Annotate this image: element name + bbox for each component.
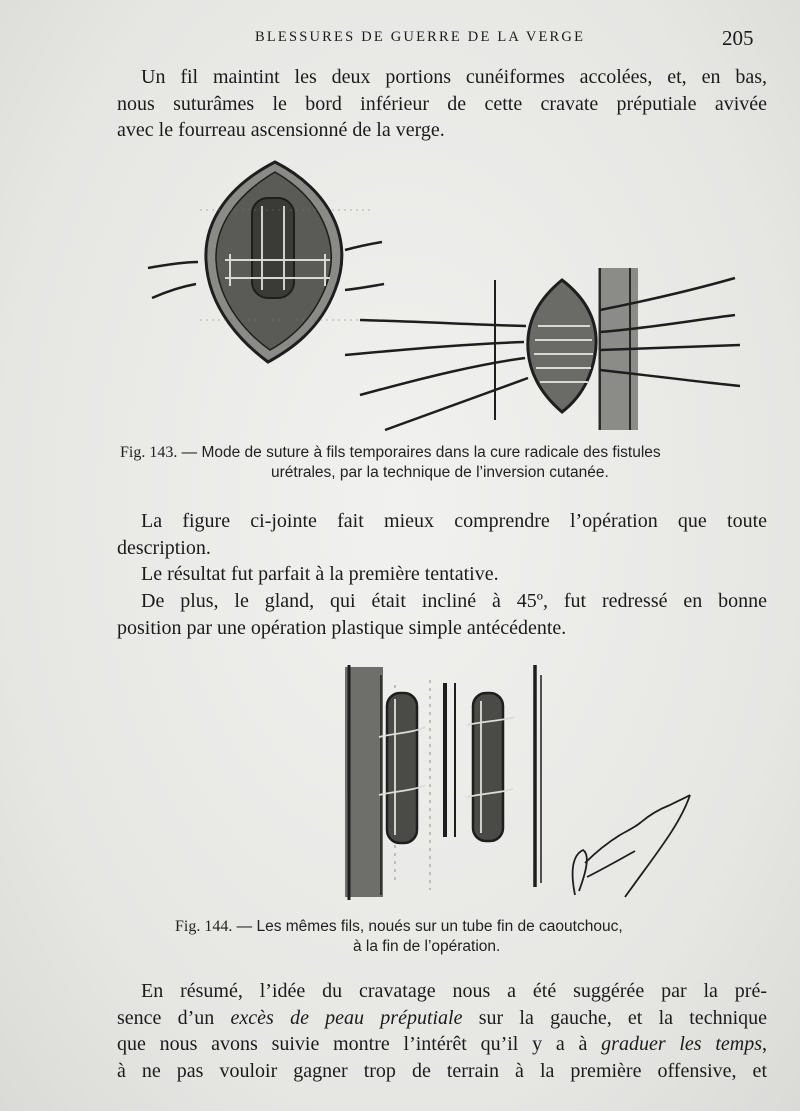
figure-143-caption-line2: urétrales, par la technique de l’inversion cutanée.	[271, 464, 609, 481]
text-fragment: sur la gauche, et la technique	[462, 1006, 767, 1029]
rubber-tube-right	[467, 693, 515, 841]
text-line: nous suturâmes le bord inférieur de cette cravate préputiale avivée	[117, 92, 767, 115]
text-fragment: que nous avons suivie montre l’intérêt qu’il y a à	[117, 1033, 602, 1055]
figure-143-label: Fig. 143.	[120, 444, 178, 461]
figure-144-caption-text: — Les mêmes fils, noués sur un tube fin de caoutchouc,	[232, 918, 623, 935]
text-line: description.	[117, 536, 211, 559]
text-line	[117, 1031, 767, 1058]
paragraph-1	[117, 64, 767, 144]
figure-143-drawing	[130, 150, 770, 440]
emphasis-text: graduer les temps	[601, 1033, 762, 1055]
text-line: En résumé, l’idée du cravatage nous a été suggérée par la pré-	[141, 980, 767, 1002]
page-number: 205	[722, 26, 754, 50]
figure-144-drawing	[335, 655, 715, 905]
paragraph-5	[117, 978, 767, 1084]
page-header	[0, 26, 800, 52]
text-line: De plus, le gland, qui était incliné à 45º, fut redressé en bonne	[141, 590, 767, 612]
text-line	[117, 1005, 767, 1032]
paragraph-4	[117, 588, 767, 641]
text-fragment: sence d’un	[117, 1006, 231, 1029]
text-line: position par une opération plastique simple antécédente.	[117, 616, 567, 639]
text-line: avec le fourreau ascensionné de la verge.	[117, 119, 445, 141]
text-line: Le résultat fut parfait à la première tentative.	[141, 563, 499, 585]
left-wound-illustration	[148, 162, 384, 362]
emphasis-text: excès de peau préputiale	[230, 1006, 463, 1029]
figure-143-caption	[120, 443, 780, 483]
figure-143-caption-text: — Mode de suture à fils temporaires dans la cure radicale des fistules	[177, 444, 661, 461]
text-line: à ne pas vouloir gagner trop de terrain à la première offensive, et	[117, 1059, 767, 1082]
rubber-tube-left	[379, 693, 425, 843]
figure-144-caption-line2: à la fin de l’opération.	[353, 938, 501, 955]
figure-144-caption	[175, 917, 735, 957]
right-wound-illustration	[345, 268, 740, 430]
text-line: La figure ci-jointe fait mieux comprendre l’opération que toute	[141, 510, 767, 532]
skin-edges	[345, 665, 541, 900]
figure-144-label: Fig. 144.	[175, 918, 233, 935]
signature-icon	[573, 795, 690, 897]
text-line: Un fil maintint les deux portions cunéiformes accolées, et, en bas,	[141, 66, 767, 88]
paragraph-2	[117, 508, 767, 561]
text-fragment: ,	[762, 1033, 767, 1055]
paragraph-3	[117, 561, 767, 588]
running-head: BLESSURES DE GUERRE DE LA VERGE	[255, 29, 586, 45]
